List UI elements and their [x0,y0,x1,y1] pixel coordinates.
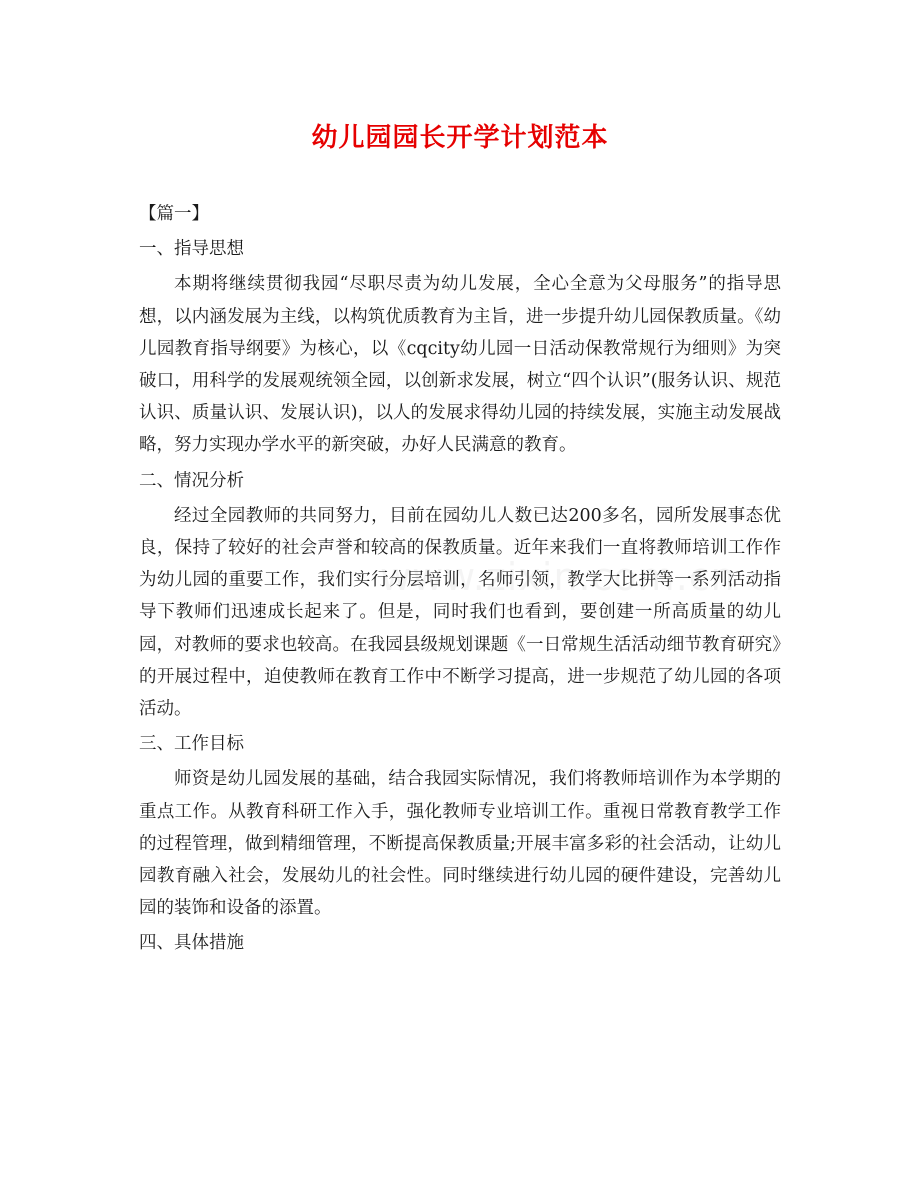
document-title: 幼儿园园长开学计划范本 [311,123,609,153]
section-heading: 一、指导思想 [139,239,244,260]
document-body [139,198,781,963]
section-label: 【篇一】 [139,204,209,224]
section-heading: 四、具体措施 [139,933,244,954]
paragraph: 经过全园教师的共同努力，目前在园幼儿人数已达200多名，园所发展事态优良，保持了较好的社会声誉和较高的保教质量。近年来我们一直将教师培训工作作为幼儿园的重要工作，我们实行分层培训，名师引领，教学大比拼等一系列活动指导下教师们迅速成长起来了。但是，同时我们也看到，要创建一所高质量的幼儿园，对教师的要求也较高。在我园县级规划课题《一日常规生活活动细节教育研究》的开展过程中，迫使教师在教育工作中不断学习提高，进一步规范了幼儿园的各项活动。 [139,505,781,720]
section-heading: 三、工作目标 [139,734,244,755]
paragraph: 本期将继续贯彻我园“尽职尽责为幼儿发展，全心全意为父母服务”的指导思想，以内涵发展为主线，以构筑优质教育为主旨，进一步提升幼儿园保教质量。《幼儿园教育指导纲要》为核心，以《cqcity幼儿园一日活动保教常规行为细则》为突破口，用科学的发展观统领全园，以创新求发展，树立“四个认识”(服务认识、规范认识、质量认识、发展认识)，以人的发展求得幼儿园的持续发展，实施主动发展战略，努力实现办学水平的新突破，办好人民满意的教育。 [139,274,781,456]
section-heading: 二、情况分析 [139,470,244,491]
paragraph: 师资是幼儿园发展的基础，结合我园实际情况，我们将教师培训作为本学期的重点工作。从教育科研工作入手，强化教师专业培训工作。重视日常教育教学工作的过程管理，做到精细管理，不断提高保教质量;开展丰富多彩的社会活动，让幼儿园教育融入社会，发展幼儿的社会性。同时继续进行幼儿园的硬件建设，完善幼儿园的装饰和设备的添置。 [139,769,781,919]
